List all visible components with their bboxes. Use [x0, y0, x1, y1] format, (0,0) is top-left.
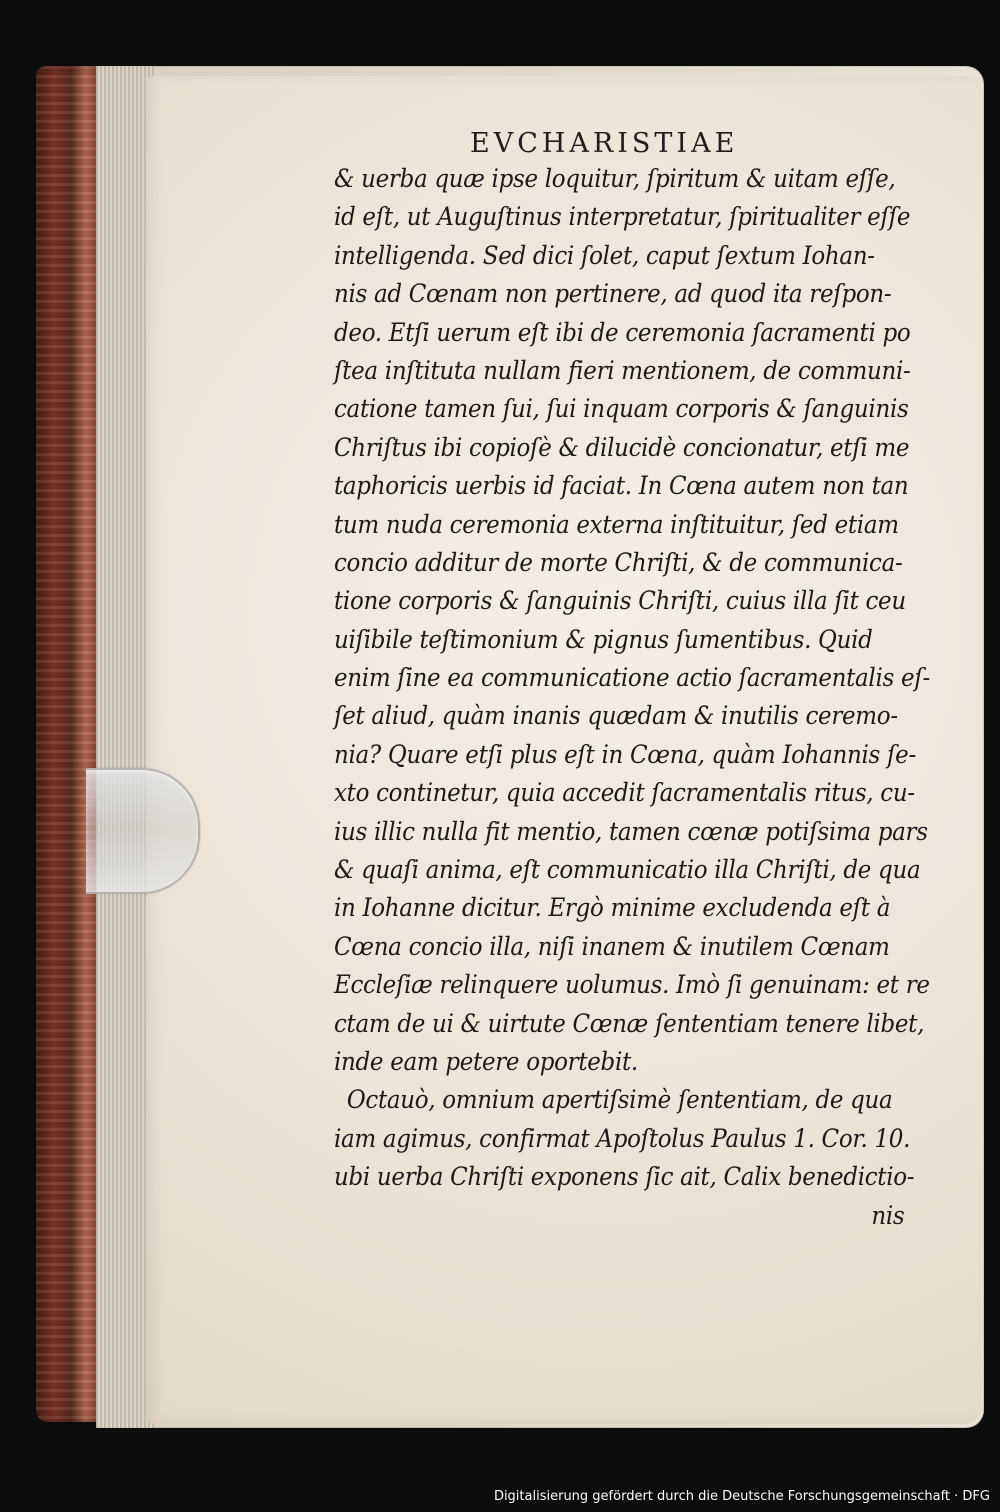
funding-credit: Digitalisierung gefördert durch die Deutsche Forschungsgemeinschaft · DFG [493, 1489, 990, 1504]
text-line-15: ſet aliud, quàm inanis quædam & inutilis ceremo- [334, 701, 898, 731]
text-line-1: & uerba quæ ipse loquitur, ſpiritum & uitam eſſe, [334, 164, 896, 193]
text-line-7: catione tamen ſui, ſui inquam corporis & ſanguinis [334, 394, 909, 424]
text-line-3: intelligenda. Sed dici ſolet, caput ſextum Iohan- [334, 240, 875, 270]
page-body [334, 160, 930, 1235]
text-line-17: xto continetur, quia accedit ſacramentalis ritus, cu- [334, 778, 915, 808]
text-line-18: ius illic nulla fit mentio, tamen cœnæ potiſsima pars [334, 816, 928, 846]
text-line-26: iam agimus, confirmat Apoſtolus Paulus 1. Cor. 10. [334, 1123, 911, 1153]
text-line-4: nis ad Cœnam non pertinere, ad quod ita reſpon- [334, 279, 892, 309]
text-line-20: in Iohanne dicitur. Ergò minime excludenda eſt à [334, 893, 891, 923]
page-clip [86, 768, 200, 894]
text-line-13: uiſibile teſtimonium & pignus ſumentibus. Quid [334, 624, 873, 654]
text-line-25: Octauò, omnium apertiſsimè ſententiam, de qua [346, 1085, 893, 1115]
text-line-6: ſtea inſtituta nullam fieri mentionem, de communi- [334, 355, 911, 385]
text-line-5: deo. Etſi uerum eſt ibi de ceremonia ſacramenti po [334, 317, 911, 347]
running-head: EVCHARISTIAE [470, 128, 739, 159]
text-line-21: Cœna concio illa, niſi inanem & inutilem Cœnam [334, 931, 890, 961]
text-line-24: inde eam petere oportebit. [334, 1046, 638, 1076]
text-line-14: enim ſine ea communicatione actio ſacramentalis eſ- [334, 663, 930, 693]
text-line-11: concio additur de morte Chriſti, & de communica- [334, 547, 903, 577]
text-line-23: ctam de ui & uirtute Cœnæ ſententiam tenere libet, [334, 1008, 925, 1038]
text-line-9: taphoricis uerbis id faciat. In Cœna autem non tan [334, 471, 909, 501]
text-line-19: & quaſi anima, eſt communicatio illa Chriſti, de qua [334, 855, 921, 885]
text-line-10: tum nuda ceremonia externa inſtituitur, ſed etiam [334, 509, 899, 539]
text-line-2: id eſt, ut Auguſtinus interpretatur, ſpiritualiter eſſe [334, 202, 911, 232]
text-line-16: nia? Quare etſi plus eſt in Cœna, quàm Iohannis ſe- [334, 739, 916, 769]
text-line-27: ubi uerba Chriſti exponens ſic ait, Calix benedictio- [334, 1162, 915, 1192]
text-line-28: nis [871, 1200, 905, 1230]
text-line-22: Eccleſiæ relinquere uolumus. Imò ſi genuinam: et re [334, 970, 930, 1000]
text-line-12: tione corporis & ſanguinis Chriſti, cuius illa ſit ceu [334, 586, 906, 616]
text-line-8: Chriſtus ibi copioſè & dilucidè concionatur, etſi me [334, 432, 910, 462]
